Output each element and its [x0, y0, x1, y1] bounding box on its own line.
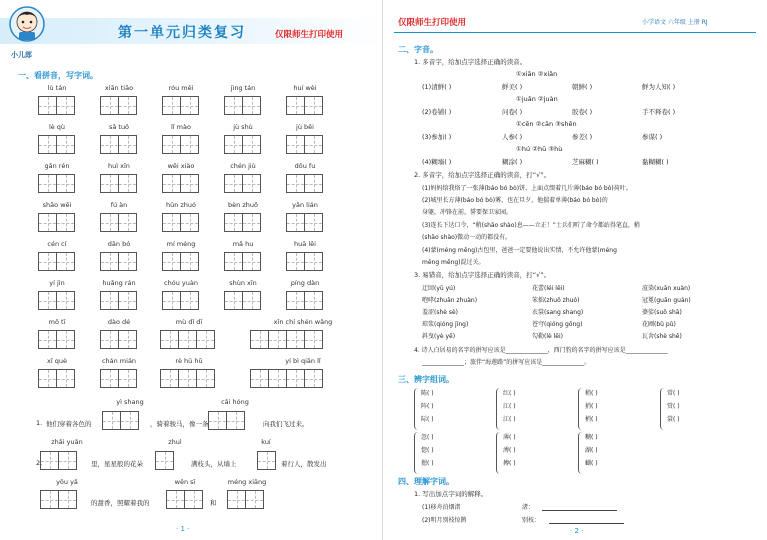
pinyin: huì xīn [108, 162, 130, 170]
grid-cell[interactable] [100, 213, 119, 232]
header-divider [394, 32, 756, 33]
grid-cell[interactable] [100, 330, 119, 349]
grid-cell[interactable] [224, 135, 243, 154]
writing-grid[interactable] [38, 135, 74, 154]
item: 问卷( ) [502, 108, 523, 116]
pinyin: jù shù [233, 123, 253, 131]
page-title: 第一单元归类复习 [118, 25, 246, 41]
group-item: 搏( ) [503, 460, 516, 467]
writing-grid[interactable] [160, 369, 214, 388]
q3-item: 苍穹(qióng gōng) [532, 321, 583, 328]
writing-grid[interactable] [286, 135, 322, 154]
grid-cell[interactable] [162, 213, 181, 232]
writing-grid[interactable] [227, 490, 263, 509]
writing-grid[interactable] [250, 330, 322, 349]
s4-line2-label: 别枝： [522, 517, 541, 524]
grid-cell[interactable] [100, 96, 119, 115]
logo-label: 小儿郎 [11, 51, 32, 59]
options: ①juǎn ②juàn [516, 95, 558, 103]
grid-cell[interactable] [224, 96, 243, 115]
writing-grid[interactable] [155, 451, 173, 470]
grid-cell[interactable] [40, 490, 59, 509]
pinyin: dào dé [107, 318, 131, 326]
group-item: 陈( ) [421, 390, 434, 397]
writing-grid[interactable] [224, 213, 260, 232]
grid-cell[interactable] [242, 174, 261, 193]
writing-grid[interactable] [257, 451, 275, 470]
q3-item: 冠冕(guān guàn) [642, 297, 691, 304]
grid-cell[interactable] [56, 369, 75, 388]
writing-grid[interactable] [286, 213, 322, 232]
grid-cell[interactable] [56, 135, 75, 154]
pinyin: shāo wēi [42, 201, 72, 209]
page-number: · 1 · [176, 525, 190, 533]
item: (4)糊墙( ) [422, 158, 452, 166]
brace [578, 432, 582, 474]
pinyin: yǎn lián [292, 201, 318, 209]
grid-cell[interactable] [304, 174, 323, 193]
grid-cell[interactable] [286, 174, 305, 193]
grid-cell[interactable] [40, 451, 59, 470]
grid-cell[interactable] [38, 96, 57, 115]
grid-cell[interactable] [118, 135, 137, 154]
writing-grid[interactable] [224, 96, 260, 115]
options: ①xiān ②xiǎn [516, 70, 558, 78]
pinyin: lǐ mào [171, 123, 191, 131]
q3-item: 花圃(bǔ pǔ) [642, 321, 676, 328]
group-item: 薄( ) [503, 434, 516, 441]
grid-cell[interactable] [224, 174, 243, 193]
q2-pinyin-b: zhuì [168, 438, 182, 446]
q2-line: 身躯，冲锋在前，誓要保卫家园。 [422, 209, 513, 216]
grid-cell[interactable] [180, 96, 199, 115]
pinyin: jìng tán [230, 84, 256, 92]
pinyin: lù tán [47, 84, 67, 92]
q3-item: 婆娑(suō shā) [642, 309, 682, 316]
writing-grid[interactable] [162, 135, 198, 154]
q2-line: měng mēng)混过关。 [422, 259, 485, 266]
pinyin: píng dàn [290, 279, 320, 287]
q2-line: (4)蒙(méng měng)古包里，爸爸一定要他说出实情，不允许他蒙(méng [422, 247, 617, 254]
grid-cell[interactable] [155, 451, 174, 470]
pinyin: xǐ què [47, 357, 67, 365]
grid-cell[interactable] [38, 174, 57, 193]
writing-grid[interactable] [38, 213, 74, 232]
pinyin: dān bó [107, 240, 131, 248]
pinyin: cén cí [47, 240, 67, 248]
pinyin: sǎ tuō [108, 123, 130, 131]
grid-cell[interactable] [245, 490, 264, 509]
writing-grid[interactable] [286, 252, 322, 271]
options: ①cēn ②cān ③shēn [516, 120, 577, 128]
grid-cell[interactable] [242, 213, 261, 232]
writing-grid[interactable] [38, 330, 74, 349]
item: 人参( ) [502, 133, 523, 141]
group-item: 裳( ) [667, 416, 680, 423]
grid-cell[interactable] [118, 252, 137, 271]
grid-cell[interactable] [304, 135, 323, 154]
pinyin: gǎn rén [44, 162, 70, 170]
group-item: 稍( ) [585, 390, 598, 397]
q3-item: 笨拙(zhuō zhuó) [532, 297, 580, 304]
pinyin: róu měi [168, 84, 194, 92]
pinyin: chén jiù [230, 162, 256, 170]
q1-text-3: 向我们飞过来。 [263, 420, 309, 428]
s2-q4: 4. 诗人白居易的名字的拼写应该是______________，西门豹的名字的拼写应该是______________ [414, 347, 668, 354]
grid-cell[interactable] [224, 213, 243, 232]
grid-cell[interactable] [257, 451, 276, 470]
writing-grid[interactable] [162, 291, 198, 310]
grid-cell[interactable] [226, 411, 245, 430]
right-page [384, 0, 767, 540]
pinyin: xīn chí shén wǎng [273, 318, 333, 326]
grid-cell[interactable] [56, 330, 75, 349]
group-item: 糊( ) [585, 434, 598, 441]
grid-cell[interactable] [180, 174, 199, 193]
s4-q1: 1. 写出加点字词的解释。 [414, 490, 488, 498]
grid-cell[interactable] [304, 291, 323, 310]
grid-cell[interactable] [38, 252, 57, 271]
writing-grid[interactable] [208, 411, 244, 430]
section-2-heading: 二、字音。 [398, 45, 438, 54]
writing-grid[interactable] [100, 213, 136, 232]
group-item: 阵( ) [421, 403, 434, 410]
grid-cell[interactable] [250, 369, 269, 388]
options: ①hú ②hū ③hù [516, 145, 563, 153]
group-item: 忽( ) [421, 434, 434, 441]
grid-cell[interactable] [178, 369, 197, 388]
grid-cell[interactable] [56, 174, 75, 193]
q3-item: 琼浆(qióng jīng) [422, 321, 469, 328]
grid-cell[interactable] [268, 369, 287, 388]
writing-grid[interactable] [162, 96, 198, 115]
grid-cell[interactable] [166, 490, 185, 509]
answer-line[interactable] [549, 523, 624, 524]
grid-cell[interactable] [196, 330, 215, 349]
group-item: 湖( ) [585, 447, 598, 454]
grid-cell[interactable] [58, 490, 77, 509]
pinyin: rè hū hū [175, 357, 203, 365]
writing-grid[interactable] [100, 174, 136, 193]
writing-grid[interactable] [286, 174, 322, 193]
group-item: 江( ) [503, 416, 516, 423]
writing-grid[interactable] [250, 369, 322, 388]
section-1-heading: 一、看拼音，写字词。 [18, 71, 98, 80]
pinyin: huí wèi [293, 84, 317, 92]
grid-cell[interactable] [102, 411, 121, 430]
q2-line: (2)城里长方薄(báo bó bò)雾，也在旦夕，他揣着单薄(báo bó bò)的 [422, 197, 608, 204]
grid-cell[interactable] [180, 213, 199, 232]
writing-grid[interactable] [100, 291, 136, 310]
mascot-icon [6, 4, 48, 50]
q3-pinyin-b: wěn sī [174, 478, 196, 486]
teacher-only-label: 仅限师生打印使用 [398, 18, 467, 28]
brace [496, 432, 500, 474]
grid-cell[interactable] [242, 291, 261, 310]
writing-grid[interactable] [38, 291, 74, 310]
q1-label: 1. [36, 419, 43, 427]
pinyin: wēi xiào [167, 162, 195, 170]
grid-cell[interactable] [100, 135, 119, 154]
s2-q4-cont: ______________；旅伴“海莲路”的拼写应该是______________。 [422, 359, 591, 366]
grid-cell[interactable] [38, 369, 57, 388]
writing-grid[interactable] [40, 451, 76, 470]
q3-item: 迂回(yū yú) [422, 285, 456, 292]
grid-cell[interactable] [38, 135, 57, 154]
writing-grid[interactable] [162, 252, 198, 271]
grid-cell[interactable] [38, 330, 57, 349]
grid-cell[interactable] [180, 291, 199, 310]
writing-grid[interactable] [162, 213, 198, 232]
grid-cell[interactable] [162, 135, 181, 154]
grid-cell[interactable] [56, 252, 75, 271]
group-item: 常( ) [667, 390, 680, 397]
grid-cell[interactable] [38, 291, 57, 310]
q3-item: 花蕾(léi lěi) [532, 285, 565, 292]
brace [660, 388, 664, 430]
q1-pinyin-a: yì shang [116, 398, 144, 406]
teacher-only-label: 仅限师生打印使用 [275, 30, 344, 40]
grid-cell[interactable] [286, 213, 305, 232]
pinyin: yí jìn [49, 279, 65, 287]
item: 朝鲜( ) [572, 83, 593, 91]
pinyin: huā lěi [294, 240, 316, 248]
s4-line2: (2)明月别枝惊鹊 [422, 517, 467, 524]
grid-cell[interactable] [286, 330, 305, 349]
writing-grid[interactable] [166, 490, 202, 509]
pinyin: jù bēi [296, 123, 314, 131]
grid-cell[interactable] [58, 451, 77, 470]
writing-grid[interactable] [38, 252, 74, 271]
pinyin: fú àn [110, 201, 128, 209]
q3-item: 咆哮(zhuān zhuàn) [422, 297, 478, 304]
q1-text-1: 他们穿着各色的 [46, 420, 92, 428]
q3-text-2: 和 [210, 499, 217, 507]
grid-cell[interactable] [242, 96, 261, 115]
s4-line1: (1)移舟泊烟渚 [422, 504, 461, 511]
group-item: 摁( ) [421, 460, 434, 467]
item: 鲜美( ) [502, 83, 523, 91]
grid-cell[interactable] [224, 291, 243, 310]
pinyin: dǒu fu [294, 162, 316, 170]
q3-item: 勾勒(lè lēi) [532, 333, 563, 340]
q3-item: 羞涩(shè sè) [422, 309, 459, 316]
q3-item: 斜曳(yè yē) [422, 333, 456, 340]
grid-cell[interactable] [286, 369, 305, 388]
item: 鲜为人知( ) [642, 83, 676, 91]
item: 黏糊糊( ) [642, 158, 669, 166]
writing-grid[interactable] [286, 291, 322, 310]
pinyin: mǎ hu [232, 240, 254, 248]
grid-cell[interactable] [196, 369, 215, 388]
writing-grid[interactable] [286, 96, 322, 115]
q3-text-1: 的甜香，照耀着我的 [91, 499, 150, 507]
group-item: 江( ) [503, 403, 516, 410]
q2-line: (3)连长下达口令，“稍(shāo shào)息——立正！”士兵们听了命令都站得笔直，稍 [422, 222, 640, 229]
q3-pinyin-a: yōu yǎ [56, 478, 78, 486]
s2-q1: 1. 多音字，给加点字选择正确的读音。 [414, 58, 527, 66]
grid-cell[interactable] [118, 96, 137, 115]
grid-cell[interactable] [268, 330, 287, 349]
grid-cell[interactable] [286, 291, 305, 310]
pinyin: yí bì qiān lǐ [285, 357, 321, 365]
q1-text-2: ，骑着骏马，像一条 [150, 420, 209, 428]
group-item: 蝴( ) [585, 460, 598, 467]
q2-line: (1)妈妈给我烙了一张薄(báo bó bò)饼，上面点缀着几片薄(báo bó bò)荷叶。 [422, 185, 632, 192]
writing-grid[interactable] [100, 330, 136, 349]
q2-label: 2. [36, 459, 43, 467]
pinyin: huǎng rán [102, 279, 136, 287]
group-item: 红( ) [503, 390, 516, 397]
s2-q2: 2. 多音字，给加点字选择正确的读音，打“√”。 [414, 171, 551, 179]
grid-cell[interactable] [208, 411, 227, 430]
mascot-logo [6, 4, 48, 50]
grid-cell[interactable] [304, 369, 323, 388]
grid-cell[interactable] [118, 330, 137, 349]
grid-cell[interactable] [286, 135, 305, 154]
q3-pinyin-c: méng xiāng [227, 478, 267, 486]
grid-cell[interactable] [162, 291, 181, 310]
grid-cell[interactable] [100, 291, 119, 310]
group-item: 溥( ) [503, 447, 516, 454]
s2-q3: 3. 易错音，给加点字选择正确的读音，打“√”。 [414, 271, 551, 279]
grid-cell[interactable] [162, 252, 181, 271]
pinyin: lè qù [48, 123, 66, 131]
header-info: 小学语文 六年级 上册 RJ [642, 19, 708, 26]
grid-cell[interactable] [304, 330, 323, 349]
grid-cell[interactable] [304, 252, 323, 271]
pinyin: bèn zhuō [228, 201, 258, 209]
pinyin: mǒ tī [48, 318, 66, 326]
writing-grid[interactable] [160, 330, 214, 349]
grid-cell[interactable] [242, 252, 261, 271]
writing-grid[interactable] [38, 96, 74, 115]
writing-grid[interactable] [40, 490, 76, 509]
grid-cell[interactable] [180, 252, 199, 271]
q2-text-1: 里，星星般的花朵 [91, 460, 143, 468]
pinyin: chóu yuàn [164, 279, 198, 287]
grid-cell[interactable] [100, 252, 119, 271]
grid-cell[interactable] [118, 174, 137, 193]
grid-cell[interactable] [180, 135, 199, 154]
grid-cell[interactable] [162, 174, 181, 193]
section-3-heading: 三、辨字组词。 [398, 375, 454, 384]
q1-pinyin-b: cǎi hóng [221, 398, 249, 406]
grid-cell[interactable] [56, 96, 75, 115]
brace [496, 388, 500, 430]
pinyin: chán mián [101, 357, 137, 365]
grid-cell[interactable] [100, 369, 119, 388]
q3-item: 衣裳(sang shang) [532, 309, 584, 316]
q2-line: (shāo shào)微动一动的都没有。 [422, 234, 512, 241]
item: 芝麻糊( ) [572, 158, 599, 166]
grid-cell[interactable] [160, 369, 179, 388]
grid-cell[interactable] [100, 174, 119, 193]
grid-cell[interactable] [160, 330, 179, 349]
pinyin: hūn zhuó [165, 201, 197, 209]
writing-grid[interactable] [162, 174, 198, 193]
grid-cell[interactable] [184, 490, 203, 509]
item: 手不释卷( ) [642, 108, 676, 116]
pinyin: shùn xīn [229, 279, 257, 287]
item: 胶卷( ) [572, 108, 593, 116]
item: (2)卷铺( ) [422, 108, 452, 116]
writing-grid[interactable] [102, 411, 138, 430]
answer-line[interactable] [542, 510, 617, 511]
section-4-heading: 四、理解字词。 [398, 477, 454, 486]
item: 参差( ) [572, 133, 593, 141]
left-page [0, 0, 383, 540]
pinyin: xiān tiāo [104, 84, 134, 92]
grid-cell[interactable] [304, 96, 323, 115]
writing-grid[interactable] [100, 96, 136, 115]
writing-grid[interactable] [38, 174, 74, 193]
s4-line1-label: 渚： [522, 504, 535, 511]
pinyin: mù dǐ dī [175, 318, 203, 326]
grid-cell[interactable] [38, 213, 57, 232]
group-item: 捎( ) [585, 403, 598, 410]
grid-cell[interactable] [224, 252, 243, 271]
item: 糊涂( ) [502, 158, 523, 166]
group-item: 惚( ) [421, 447, 434, 454]
grid-cell[interactable] [227, 490, 246, 509]
writing-grid[interactable] [224, 135, 260, 154]
item: 参谋( ) [642, 133, 663, 141]
q2-pinyin-c: kuí [261, 438, 271, 446]
grid-cell[interactable] [286, 252, 305, 271]
grid-cell[interactable] [242, 135, 261, 154]
writing-grid[interactable] [224, 291, 260, 310]
q3-item: 渲染(xuān xuàn) [642, 285, 691, 292]
grid-cell[interactable] [118, 369, 137, 388]
q2-text-3: 着行人，散发出 [281, 460, 327, 468]
writing-grid[interactable] [224, 252, 260, 271]
item: (1)清鲜( ) [422, 83, 452, 91]
pinyin: mí méng [166, 240, 196, 248]
q2-text-2: 满枝头，从墙上 [191, 460, 237, 468]
grid-cell[interactable] [56, 291, 75, 310]
group-item: 际( ) [421, 416, 434, 423]
grid-cell[interactable] [118, 213, 137, 232]
grid-cell[interactable] [286, 96, 305, 115]
writing-grid[interactable] [38, 369, 74, 388]
grid-cell[interactable] [178, 330, 197, 349]
writing-grid[interactable] [100, 135, 136, 154]
grid-cell[interactable] [120, 411, 139, 430]
brace [414, 432, 418, 474]
writing-grid[interactable] [224, 174, 260, 193]
grid-cell[interactable] [162, 96, 181, 115]
grid-cell[interactable] [304, 213, 323, 232]
writing-grid[interactable] [100, 252, 136, 271]
group-item: 梢( ) [585, 416, 598, 423]
grid-cell[interactable] [118, 291, 137, 310]
item: (3)参加( ) [422, 133, 452, 141]
q3-item: 瓦舍(shè shě) [642, 333, 682, 340]
grid-cell[interactable] [250, 330, 269, 349]
group-item: 赏( ) [667, 403, 680, 410]
brace [414, 388, 418, 430]
writing-grid[interactable] [100, 369, 136, 388]
brace [578, 388, 582, 430]
grid-cell[interactable] [56, 213, 75, 232]
q2-pinyin-a: zhǎi yuǎn [51, 438, 83, 446]
page-number: · 2 · [570, 527, 584, 535]
